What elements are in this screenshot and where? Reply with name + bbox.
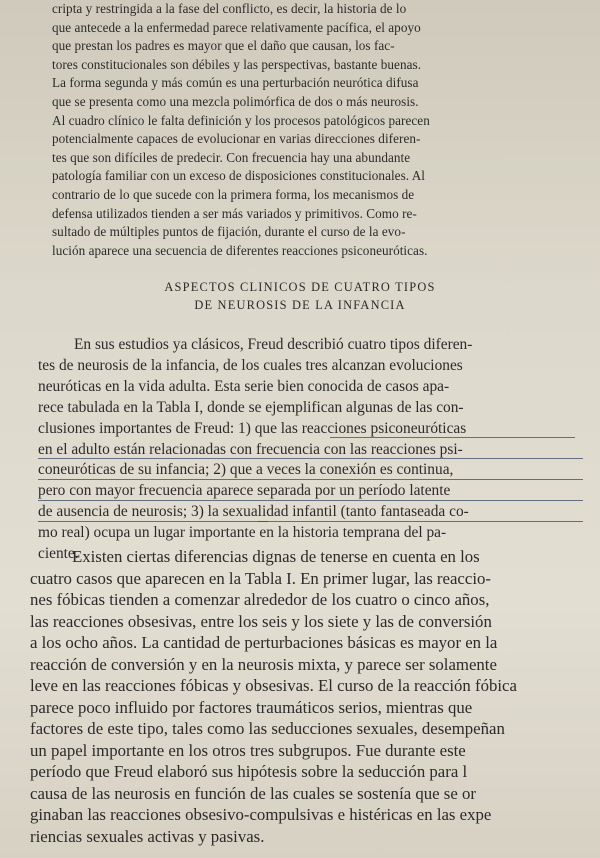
paragraph-differences [30,546,517,847]
text-line: que prestan los padres es mayor que el daño que causan, los fac- [52,38,395,54]
text-line: defensa utilizados tienden a ser más variados y primitivos. Como re- [52,205,417,221]
pen-underline [38,500,583,501]
text-line: Al cuadro clínico le falta definición y los procesos patológicos parecen [52,112,430,128]
text-line: período que Freud elaboró sus hipótesis sobre la seducción para l [30,762,468,781]
pen-underline [330,437,575,438]
text-line: clusiones importantes de Freud: 1) que las reacciones psiconeuróticas [38,419,467,437]
text-line: lución aparece una secuencia de diferentes reacciones psiconeuróticas. [52,242,428,258]
text-line: sultado de múltiples puntos de fijación, durante el curso de la evo- [52,224,406,240]
heading-line: ASPECTOS CLINICOS DE CUATRO TIPOS [164,280,436,294]
text-line: tes que son difíciles de predecir. Con frecuencia hay una abundante [52,149,411,165]
text-line: leve en las reacciones fóbicas y obsesivas. El curso de la reacción fóbica [30,676,517,695]
pen-underline [38,458,583,459]
text-line: un papel importante en los otros tres subgrupos. Fue durante este [30,740,466,760]
text-line: riencias sexuales activas y pasivas. [30,826,265,846]
text-line: que se presenta como una mezcla polimórfica de dos o más neurosis. [52,93,419,109]
paragraph-freud [38,335,472,565]
text-line: tes de neurosis de la infancia, de los cuales tres alcanzan evoluciones [38,356,463,374]
text-line: parece poco influido por factores traumáticos serios, mientras que [30,697,473,717]
pen-underline [258,521,583,522]
text-line: factores de este tipo, tales como las seducciones sexuales, desempeñan [30,719,505,738]
text-line: La forma segunda y más común es una perturbación neurótica difusa [52,75,419,91]
section-heading [0,278,600,314]
text-line: En sus estudios ya clásicos, Freud describió cuatro tipos diferen- [74,336,473,353]
text-line: causa de las neurosis en función de las cuales se sostenía que se or [30,783,476,803]
heading-line: DE NEUROSIS DE LA INFANCIA [194,298,406,312]
text-line: ginaban las reacciones obsesivo-compulsivas e histéricas en las expe [30,805,492,824]
text-line: en el adulto están relacionadas con frecuencia con las reacciones psi- [38,440,463,458]
text-line: potencialmente capaces de evolucionar en varias direcciones diferen- [52,131,421,147]
text-line: tores constitucionales son débiles y las perspectivas, bastante buenas. [52,56,422,72]
text-line: ciente. [38,545,79,563]
pen-underline [38,479,583,480]
text-line: las reacciones obsesivas, entre los seis y los siete y las de conversión [30,611,492,631]
text-line: neuróticas en la vida adulta. Esta serie bien conocida de casos apa- [38,377,450,395]
text-line: nes fóbicas tienden a comenzar alrededor de los cuatro o cinco años, [30,590,490,609]
text-line: reacción de conversión y en la neurosis mixta, y parece ser solamente [30,654,497,674]
text-line: contrario de lo que sucede con la primera forma, los mecanismos de [52,186,415,202]
text-line: cuatro casos que aparecen en la Tabla I. En primer lugar, las reaccio- [30,568,491,588]
text-line: que antecede a la enfermedad parece relativamente pacífica, el apoyo [52,19,421,35]
top-paragraph [52,0,430,260]
pen-underline [38,521,268,522]
text-line: rece tabulada en la Tabla I, donde se ejemplifican algunas de las con- [38,398,464,416]
text-line: Existen ciertas diferencias dignas de tenerse en cuenta en los [72,547,480,566]
text-line: mo real) ocupa un lugar importante en la historia temprana del pa- [38,524,447,542]
text-line: pero con mayor frecuencia aparece separada por un período latente [38,482,451,500]
text-line: a los ocho años. La cantidad de perturbaciones básicas es mayor en la [30,633,498,652]
text-line: de ausencia de neurosis; 3) la sexualidad infantil (tanto fantaseada co- [38,503,469,521]
text-line: coneuróticas de su infancia; 2) que a veces la conexión es continua, [38,461,454,479]
text-line: cripta y restringida a la fase del conflicto, es decir, la historia de lo [52,1,407,16]
text-line: patología familiar con un exceso de disposiciones constitucionales. Al [52,168,426,184]
